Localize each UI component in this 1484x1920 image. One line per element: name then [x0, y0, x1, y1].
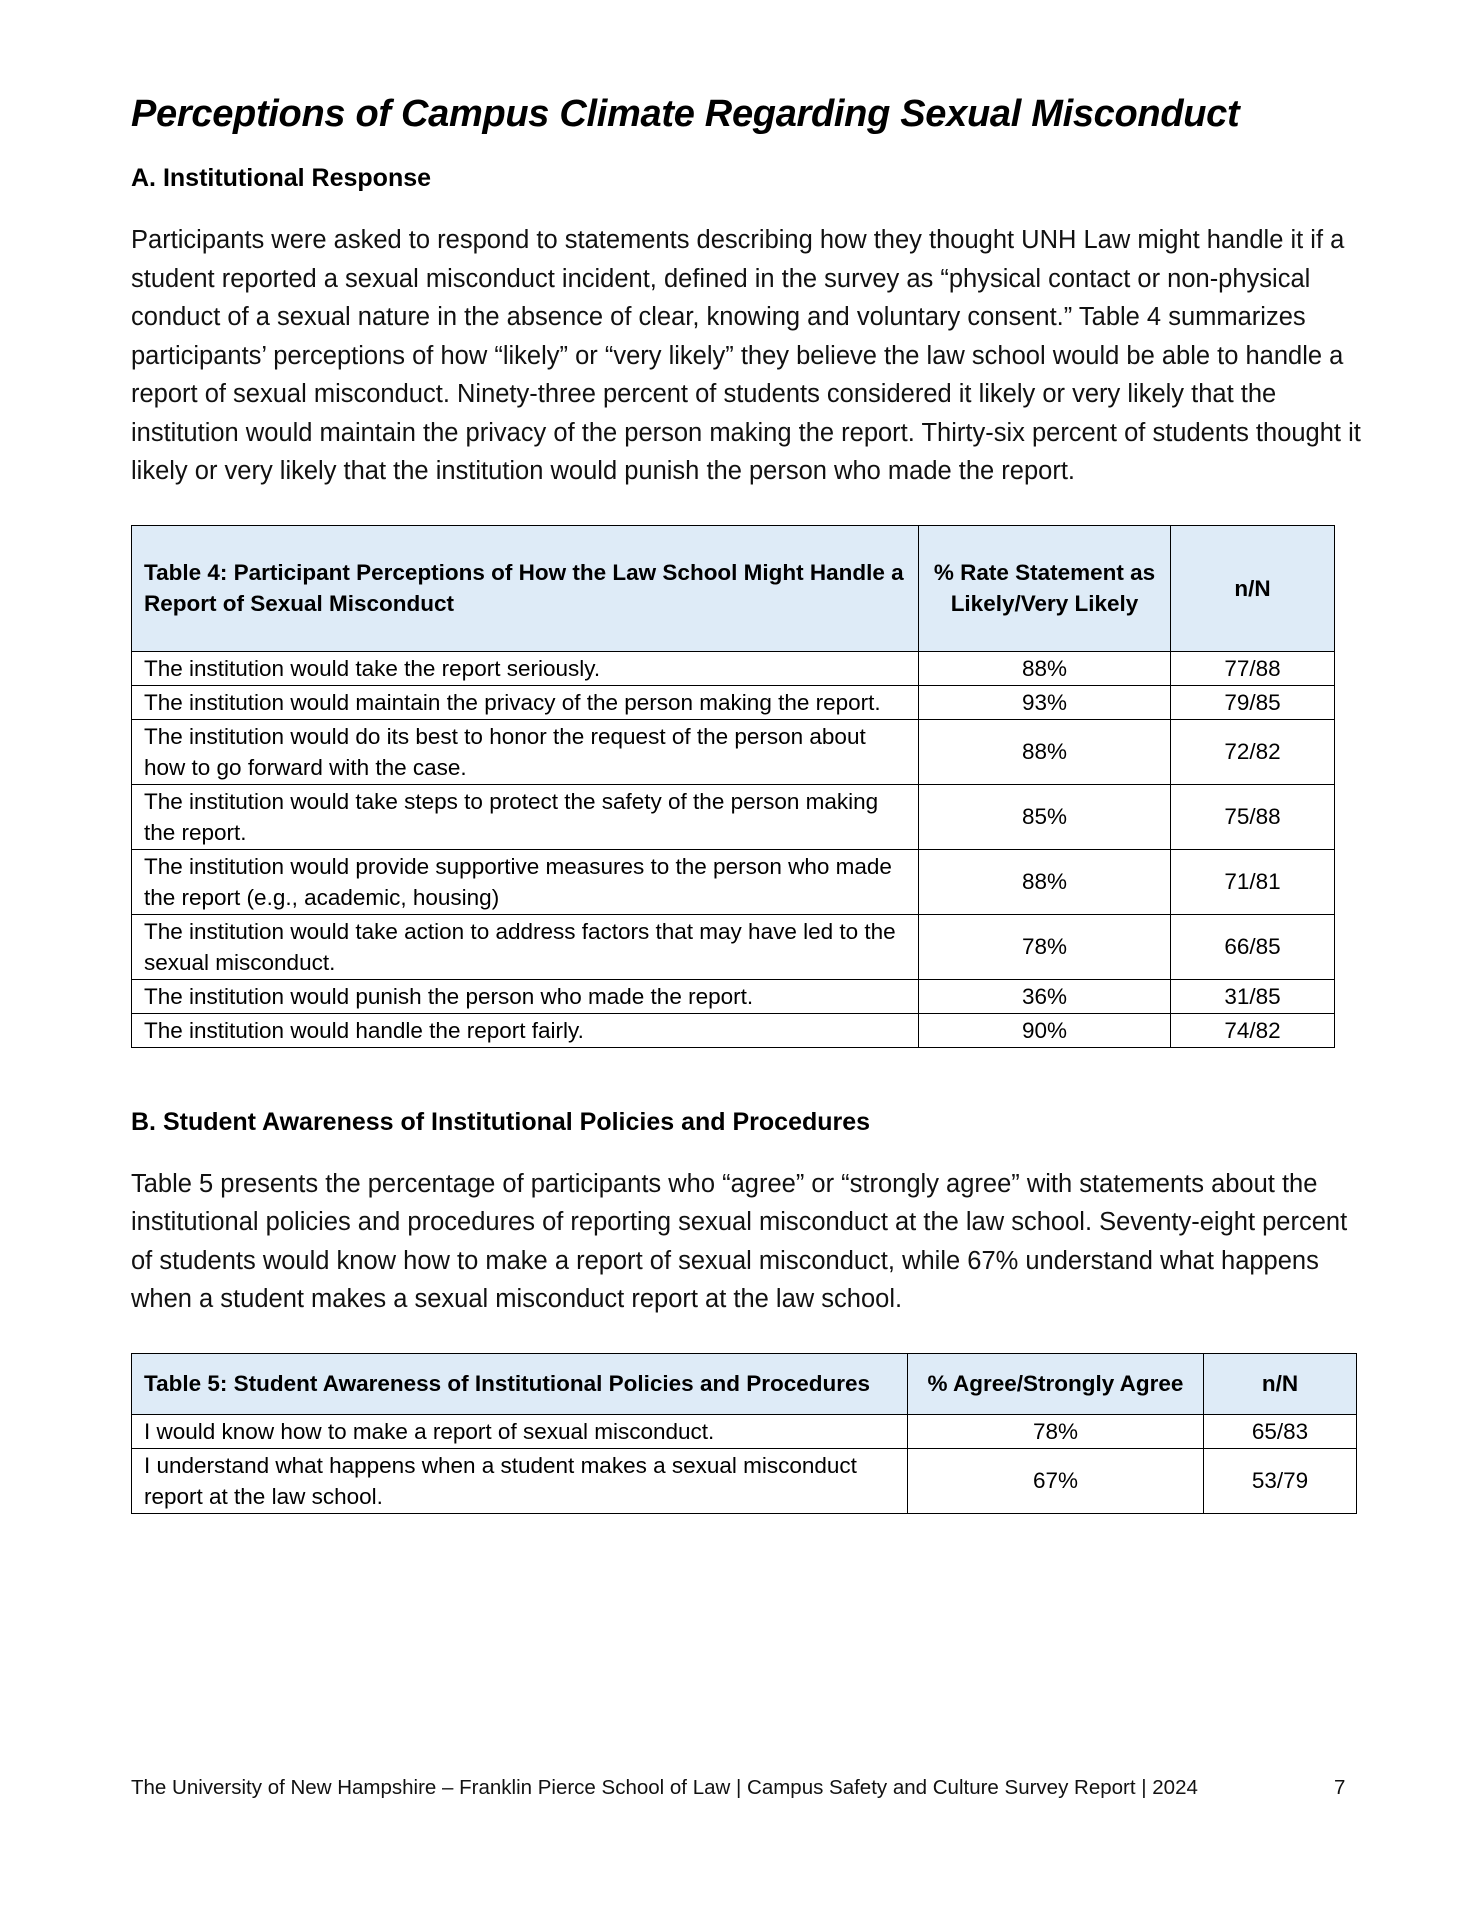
percent-cell: 36% — [919, 979, 1171, 1013]
page-title: Perceptions of Campus Climate Regarding Sexual Misconduct — [131, 93, 1240, 135]
table-row — [132, 685, 1335, 719]
statement-cell: The institution would provide supportive measures to the person who made the report (e.g., academic, housing) — [132, 849, 919, 914]
statement-cell: The institution would handle the report fairly. — [132, 1013, 919, 1047]
percent-cell: 93% — [919, 685, 1171, 719]
document-page — [131, 90, 1361, 1514]
section-a-heading: A. Institutional Response — [131, 164, 432, 192]
table-4-n-header: n/N — [1171, 525, 1335, 651]
n-cell: 31/85 — [1171, 979, 1335, 1013]
statement-cell: The institution would take action to address factors that may have led to the sexual misconduct. — [132, 914, 919, 979]
percent-cell: 85% — [919, 784, 1171, 849]
table-5-caption: Table 5: Student Awareness of Institutional Policies and Procedures — [132, 1353, 908, 1414]
percent-cell: 67% — [908, 1448, 1204, 1513]
table-row — [132, 719, 1335, 784]
statement-cell: I would know how to make a report of sexual misconduct. — [132, 1414, 908, 1448]
statement-cell: The institution would take the report seriously. — [132, 651, 919, 685]
table-5-n-header: n/N — [1204, 1353, 1357, 1414]
table-4-percent-header: % Rate Statement as Likely/Very Likely — [919, 525, 1171, 651]
n-cell: 71/81 — [1171, 849, 1335, 914]
section-b-paragraph: Table 5 presents the percentage of participants who “agree” or “strongly agree” with statements about the institutional policies and procedures of reporting sexual misconduct at the law school. Seventy-eight percent of students would know how to make a report of sexual misconduct, while 67% understand what happens when a student makes a sexual misconduct report at the law school. — [131, 1169, 1348, 1313]
section-b-heading: B. Student Awareness of Institutional Policies and Procedures — [131, 1107, 871, 1136]
table-5 — [131, 1353, 1357, 1514]
table-row — [132, 1414, 1357, 1448]
n-cell: 74/82 — [1171, 1013, 1335, 1047]
n-cell: 72/82 — [1171, 719, 1335, 784]
statement-cell: The institution would maintain the privacy of the person making the report. — [132, 685, 919, 719]
percent-cell: 90% — [919, 1013, 1171, 1047]
percent-cell: 88% — [919, 849, 1171, 914]
page-footer: The University of New Hampshire – Franklin Pierce School of Law | Campus Safety and Culture Survey Report | 2024 — [131, 1776, 1198, 1799]
table-row — [132, 914, 1335, 979]
n-cell: 53/79 — [1204, 1448, 1357, 1513]
table-row — [132, 651, 1335, 685]
table-row — [132, 849, 1335, 914]
statement-cell: The institution would do its best to honor the request of the person about how to go forward with the case. — [132, 719, 919, 784]
table-5-header-row — [132, 1353, 1357, 1414]
page-number: 7 — [1334, 1776, 1346, 1799]
section-a-paragraph: Participants were asked to respond to statements describing how they thought UNH Law might handle it if a student reported a sexual misconduct incident, defined in the survey as “physical contact or non-physical conduct of a sexual nature in the absence of clear, knowing and voluntary consent.” Table 4 summarizes participants’ perceptions of how “likely” or “very likely” they believe the law school would be able to handle a report of sexual misconduct. Ninety-three percent of students considered it likely or very likely that the institution would maintain the privacy of the person making the report. Thirty-six percent of students thought it likely or very likely that the institution would punish the person who made the report. — [131, 226, 1361, 485]
n-cell: 65/83 — [1204, 1414, 1357, 1448]
table-row — [132, 1013, 1335, 1047]
n-cell: 66/85 — [1171, 914, 1335, 979]
statement-cell: I understand what happens when a student makes a sexual misconduct report at the law school. — [132, 1448, 908, 1513]
percent-cell: 88% — [919, 651, 1171, 685]
statement-cell: The institution would take steps to protect the safety of the person making the report. — [132, 784, 919, 849]
table-row — [132, 979, 1335, 1013]
statement-cell: The institution would punish the person who made the report. — [132, 979, 919, 1013]
table-4-caption: Table 4: Participant Perceptions of How the Law School Might Handle a Report of Sexual Misconduct — [132, 525, 919, 651]
n-cell: 79/85 — [1171, 685, 1335, 719]
table-5-percent-header: % Agree/Strongly Agree — [908, 1353, 1204, 1414]
percent-cell: 78% — [908, 1414, 1204, 1448]
table-4 — [131, 525, 1335, 1048]
table-4-header-row — [132, 525, 1335, 651]
table-row — [132, 1448, 1357, 1513]
n-cell: 77/88 — [1171, 651, 1335, 685]
percent-cell: 88% — [919, 719, 1171, 784]
percent-cell: 78% — [919, 914, 1171, 979]
table-row — [132, 784, 1335, 849]
n-cell: 75/88 — [1171, 784, 1335, 849]
